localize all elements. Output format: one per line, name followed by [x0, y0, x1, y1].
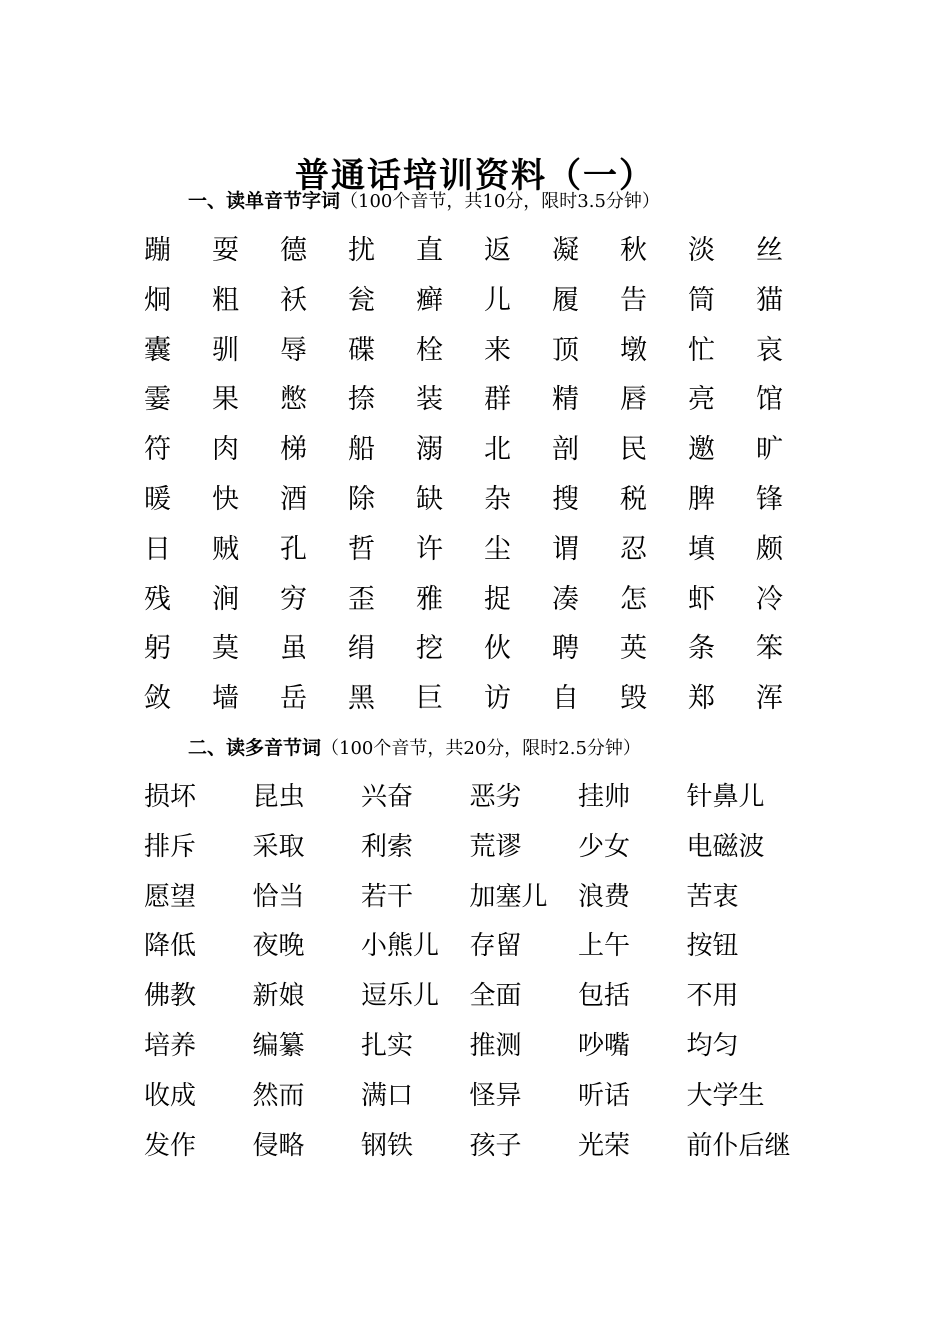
word-cell: 推测	[469, 1030, 522, 1061]
character-cell: 颇	[756, 533, 783, 565]
word-cell: 侵略	[252, 1130, 305, 1161]
word-cell: 浪费	[578, 881, 631, 912]
character-cell: 精	[552, 384, 579, 416]
word-cell: 采取	[252, 831, 305, 862]
word-cell: 包括	[578, 981, 631, 1012]
section1-heading	[188, 186, 660, 217]
word-cell: 按钮	[686, 931, 739, 962]
page-title: 普通话培训资料（一）	[295, 155, 655, 196]
character-cell: 瓮	[348, 284, 375, 316]
character-cell: 肉	[212, 434, 239, 466]
character-cell: 伙	[484, 633, 511, 665]
word-cell: 降低	[144, 931, 197, 962]
character-cell: 怎	[620, 583, 647, 615]
word-cell: 恰当	[252, 881, 305, 912]
character-cell: 栓	[416, 334, 443, 366]
character-cell: 履	[552, 284, 579, 316]
character-cell: 自	[552, 683, 579, 715]
character-cell: 耍	[212, 235, 239, 266]
character-cell: 税	[620, 483, 647, 515]
character-cell: 墩	[620, 334, 647, 366]
word-cell: 钢铁	[361, 1130, 414, 1161]
character-cell: 脾	[688, 483, 715, 515]
character-cell: 捺	[348, 384, 375, 416]
section1-heading-title: 一、读单音节字词	[188, 190, 341, 212]
word-cell: 扎实	[361, 1030, 414, 1061]
word-cell: 吵嘴	[578, 1030, 631, 1061]
word-cell: 孩子	[469, 1130, 522, 1161]
character-cell: 条	[688, 633, 715, 665]
character-cell: 唇	[620, 384, 647, 416]
word-cell: 满口	[361, 1080, 414, 1111]
character-cell: 哲	[348, 533, 375, 565]
character-cell: 果	[212, 384, 239, 416]
character-cell: 敛	[144, 683, 171, 715]
word-cell: 损坏	[144, 782, 197, 812]
character-cell: 挖	[416, 633, 443, 665]
word-cell: 愿望	[144, 881, 197, 912]
character-cell: 返	[484, 235, 511, 266]
character-cell: 忍	[620, 533, 647, 565]
character-cell: 剖	[552, 434, 579, 466]
character-cell: 蹦	[144, 235, 171, 266]
character-cell: 装	[416, 384, 443, 416]
character-cell: 虽	[280, 633, 307, 665]
character-cell: 炯	[144, 284, 171, 316]
character-cell: 凑	[552, 583, 579, 615]
character-cell: 雅	[416, 583, 443, 615]
character-cell: 谓	[552, 533, 579, 565]
character-cell: 毁	[620, 683, 647, 715]
character-cell: 英	[620, 633, 647, 665]
character-cell: 群	[484, 384, 511, 416]
character-cell: 冷	[756, 583, 783, 615]
character-cell: 猫	[756, 284, 783, 316]
word-cell: 少女	[578, 831, 631, 862]
word-cell: 不用	[686, 981, 739, 1012]
character-cell: 丝	[756, 235, 783, 266]
multi-syllable-grid	[144, 773, 844, 1171]
character-cell: 儿	[484, 284, 511, 316]
character-cell: 船	[348, 434, 375, 466]
character-cell: 酒	[280, 483, 307, 515]
character-cell: 扰	[348, 235, 375, 266]
character-cell: 填	[688, 533, 715, 565]
character-cell: 虾	[688, 583, 715, 615]
character-cell: 淡	[688, 235, 715, 266]
character-cell: 粗	[212, 284, 239, 316]
character-cell: 碟	[348, 334, 375, 366]
character-cell: 残	[144, 583, 171, 615]
word-cell: 夜晚	[252, 931, 305, 962]
character-cell: 忙	[688, 334, 715, 366]
character-cell: 憋	[280, 384, 307, 416]
character-cell: 邀	[688, 434, 715, 466]
character-cell: 馆	[756, 384, 783, 416]
character-cell: 笨	[756, 633, 783, 665]
word-cell: 荒谬	[469, 831, 522, 862]
word-cell: 昆虫	[252, 782, 305, 812]
character-cell: 符	[144, 434, 171, 466]
character-cell: 直	[416, 235, 443, 266]
character-cell: 穷	[280, 583, 307, 615]
word-cell: 针鼻儿	[686, 782, 765, 812]
word-cell: 兴奋	[361, 782, 414, 812]
character-cell: 溺	[416, 434, 443, 466]
word-cell: 电磁波	[686, 831, 765, 862]
character-cell: 缺	[416, 483, 443, 515]
character-cell: 日	[144, 533, 171, 565]
character-cell: 囊	[144, 334, 171, 366]
character-cell: 捉	[484, 583, 511, 615]
word-cell: 排斥	[144, 831, 197, 862]
character-cell: 歪	[348, 583, 375, 615]
character-cell: 凝	[552, 235, 579, 266]
word-cell: 上午	[578, 931, 631, 962]
character-cell: 绢	[348, 633, 375, 665]
character-cell: 驯	[212, 334, 239, 366]
word-cell: 听话	[578, 1080, 631, 1111]
word-cell: 全面	[469, 981, 522, 1012]
character-cell: 除	[348, 483, 375, 515]
character-cell: 顶	[552, 334, 579, 366]
word-cell: 大学生	[686, 1080, 765, 1111]
character-cell: 许	[416, 533, 443, 565]
character-cell: 来	[484, 334, 511, 366]
word-cell: 利索	[361, 831, 414, 862]
character-cell: 霎	[144, 384, 171, 416]
single-syllable-grid	[144, 226, 844, 724]
word-cell: 若干	[361, 881, 414, 912]
character-cell: 访	[484, 683, 511, 715]
character-cell: 贼	[212, 533, 239, 565]
word-cell: 苦衷	[686, 881, 739, 912]
character-cell: 涧	[212, 583, 239, 615]
word-cell: 挂帅	[578, 782, 631, 812]
word-cell: 怪异	[469, 1080, 522, 1111]
character-cell: 梯	[280, 434, 307, 466]
character-cell: 袄	[280, 284, 307, 316]
character-cell: 旷	[756, 434, 783, 466]
character-cell: 黑	[348, 683, 375, 715]
character-cell: 癣	[416, 284, 443, 316]
word-cell: 培养	[144, 1030, 197, 1061]
section2-heading	[188, 733, 641, 764]
character-cell: 莫	[212, 633, 239, 665]
character-cell: 孔	[280, 533, 307, 565]
character-cell: 告	[620, 284, 647, 316]
word-cell: 光荣	[578, 1130, 631, 1161]
word-cell: 编纂	[252, 1030, 305, 1061]
character-cell: 民	[620, 434, 647, 466]
word-cell: 然而	[252, 1080, 305, 1111]
word-cell: 收成	[144, 1080, 197, 1111]
character-cell: 墙	[212, 683, 239, 715]
character-cell: 巨	[416, 683, 443, 715]
character-cell: 秋	[620, 235, 647, 266]
word-cell: 均匀	[686, 1030, 739, 1061]
word-cell: 发作	[144, 1130, 197, 1161]
character-cell: 杂	[484, 483, 511, 515]
character-cell: 岳	[280, 683, 307, 715]
character-cell: 搜	[552, 483, 579, 515]
character-cell: 北	[484, 434, 511, 466]
character-cell: 躬	[144, 633, 171, 665]
section2-heading-title: 二、读多音节词	[188, 737, 322, 759]
character-cell: 尘	[484, 533, 511, 565]
character-cell: 快	[212, 483, 239, 515]
character-cell: 浑	[756, 683, 783, 715]
character-cell: 辱	[280, 334, 307, 366]
character-cell: 哀	[756, 334, 783, 366]
character-cell: 郑	[688, 683, 715, 715]
character-cell: 聘	[552, 633, 579, 665]
word-cell: 存留	[469, 931, 522, 962]
character-cell: 德	[280, 235, 307, 266]
word-cell: 前仆后继	[686, 1130, 791, 1161]
character-cell: 筒	[688, 284, 715, 316]
word-cell: 小熊儿	[361, 931, 440, 962]
word-cell: 加塞儿	[469, 881, 548, 912]
word-cell: 逗乐儿	[361, 981, 440, 1012]
word-cell: 新娘	[252, 981, 305, 1012]
word-cell: 佛教	[144, 981, 197, 1012]
section2-heading-note: （100个音节，共20分，限时2.5分钟）	[321, 738, 641, 759]
character-cell: 锋	[756, 483, 783, 515]
character-cell: 亮	[688, 384, 715, 416]
section1-heading-note: （100个音节，共10分，限时3.5分钟）	[340, 191, 660, 212]
word-cell: 恶劣	[469, 782, 522, 812]
character-cell: 暖	[144, 483, 171, 515]
